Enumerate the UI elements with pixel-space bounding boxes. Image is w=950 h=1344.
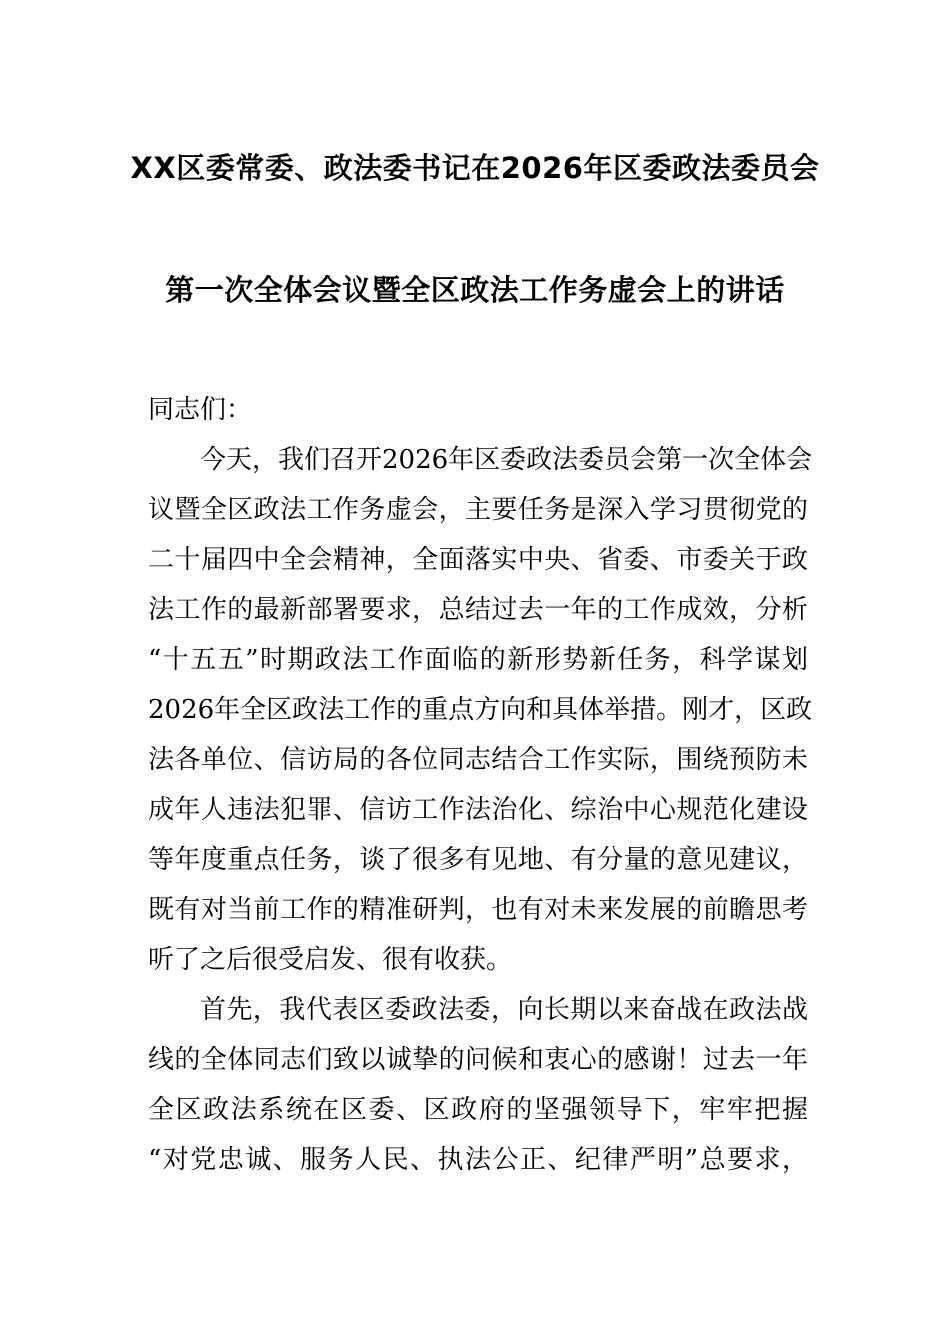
paragraph-2-line: 全区政法系统在区委、区政府的坚强领导下，牢牢把握 [148,1095,808,1125]
paragraph-1-line: 法各单位、信访局的各位同志结合工作实际，围绕预防未 [148,745,808,775]
paragraph-1-line: 既有对当前工作的精准研判，也有对未来发展的前瞻思考 [148,895,808,925]
paragraph-1-line: 等年度重点任务，谈了很多有见地、有分量的意见建议， [148,845,808,875]
document-title-line-1: XX区委常委、政法委书记在2026年区委政法委员会 [130,151,820,185]
paragraph-1-line: 二十届四中全会精神，全面落实中央、省委、市委关于政 [148,545,808,575]
paragraph-2-line: “对党忠诚、服务人民、执法公正、纪律严明”总要求， [148,1145,808,1175]
paragraph-1-line: “十五五”时期政法工作面临的新形势新任务，科学谋划 [148,645,808,675]
salutation: 同志们： [148,395,253,425]
paragraph-1-line: 法工作的最新部署要求，总结过去一年的工作成效，分析 [148,595,808,625]
paragraph-1-line: 听了之后很受启发、很有收获。 [148,945,513,975]
paragraph-2-line: 线的全体同志们致以诚挚的问候和衷心的感谢！过去一年 [148,1045,808,1075]
paragraph-1-line: 今天，我们召开2026年区委政法委员会第一次全体会 [200,445,813,475]
paragraph-1-line: 成年人违法犯罪、信访工作法治化、综治中心规范化建设 [148,795,808,825]
document-title-line-2: 第一次全体会议暨全区政法工作务虚会上的讲话 [165,273,785,307]
paragraph-1-line: 议暨全区政法工作务虚会，主要任务是深入学习贯彻党的 [148,495,808,525]
paragraph-2-line: 首先，我代表区委政法委，向长期以来奋战在政法战 [200,995,808,1025]
paragraph-1-line: 2026年全区政法工作的重点方向和具体举措。刚才，区政 [148,695,813,725]
